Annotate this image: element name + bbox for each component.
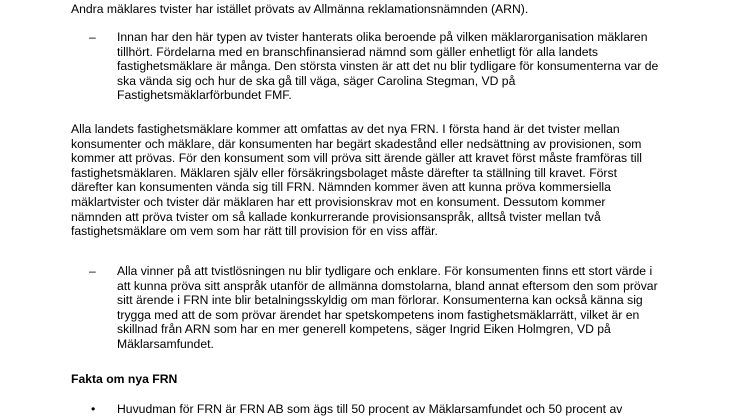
quote-line: fastighetsmäklare är många. Den största vinsten är att det nu blir tydligare för konsumenterna var de [117, 59, 659, 74]
body-line: därefter kan konsumenten vända sig till FRN. Nämnden kommer även att kunna pröva kommersiella [71, 180, 611, 195]
quote-text [117, 30, 694, 103]
quote-line: skillnad från ARN som har en mer generell kompetens, säger Ingrid Eiken Holmgren, VD på [117, 322, 611, 337]
body-line: fastighetsmäklaren. Mäklaren själv eller försäkringsbolaget måste därefter ta ställning till kravet. Först [71, 165, 617, 180]
quote-line: ska vända sig och hur de ska gå till väga, säger Carolina Stegman, VD på [117, 73, 516, 88]
body-paragraph [71, 122, 691, 239]
quote-text [117, 264, 694, 352]
quote-line: sitt ärende i FRN inte blir betalningsskyldig om man förlorar. Konsumenterna kan också känna sig [117, 293, 643, 308]
body-line: konsumenter och mäklare, där konsumenten har begärt skadestånd eller nedsättning av provisionen, som [71, 136, 642, 151]
quote-line: Innan har den här typen av tvister hanterats olika beroende på vilken mäklarorganisation mäklaren [117, 30, 648, 44]
facts-heading: Fakta om nya FRN [71, 372, 178, 386]
bullet-icon: • [91, 402, 96, 416]
quote-line: Fastighetsmäklarförbundet FMF. [117, 88, 292, 103]
quote-line: trygga med att de som prövar ärendet har spetskompetens inom fastighetsmäklarrätt, vilket är en [117, 307, 640, 322]
body-line: nämnden att pröva tvister om så kallade konkurrerande provisionsanspråk, alltså tvister mellan två [71, 209, 601, 224]
intro-paragraph [71, 2, 691, 17]
quote-line: Alla vinner på att tvistlösningen nu blir tydligare och enklare. För konsumenten finns ett stort värde i [117, 264, 653, 278]
quote-line: tillhört. Fördelarna med en branschfinansierad nämnd som gäller enhetligt för alla landets [117, 44, 598, 59]
quote-line: att kunna pröva sitt anspråk utanför de allmänna domstolarna, bland annat eftersom den som prövar [117, 278, 658, 293]
quote-dash: – [89, 264, 96, 278]
body-line: Alla landets fastighetsmäklare kommer att omfattas av det nya FRN. I första hand är det tvister mellan [71, 122, 620, 136]
body-line: kommer att prövas. För den konsument som vill pröva sitt ärende gäller att kravet först måste framföras till [71, 151, 642, 166]
body-line: fastighetsmäklare om vem som har rätt till provision för en viss affär. [71, 224, 438, 239]
body-line: mäklartvister och tvister där mäklaren har ett provisionskrav mot en konsument. Dessutom kommer [71, 194, 606, 209]
quote-line: Mäklarsamfundet. [117, 336, 214, 351]
quote-dash: – [89, 30, 96, 44]
bullet-text: Huvudman för FRN är FRN AB som ägs till 50 procent av Mäklarsamfundet och 50 procent av [117, 402, 623, 416]
intro-line: Andra mäklares tvister har istället prövats av Allmänna reklamationsnämnden (ARN). [71, 2, 529, 16]
